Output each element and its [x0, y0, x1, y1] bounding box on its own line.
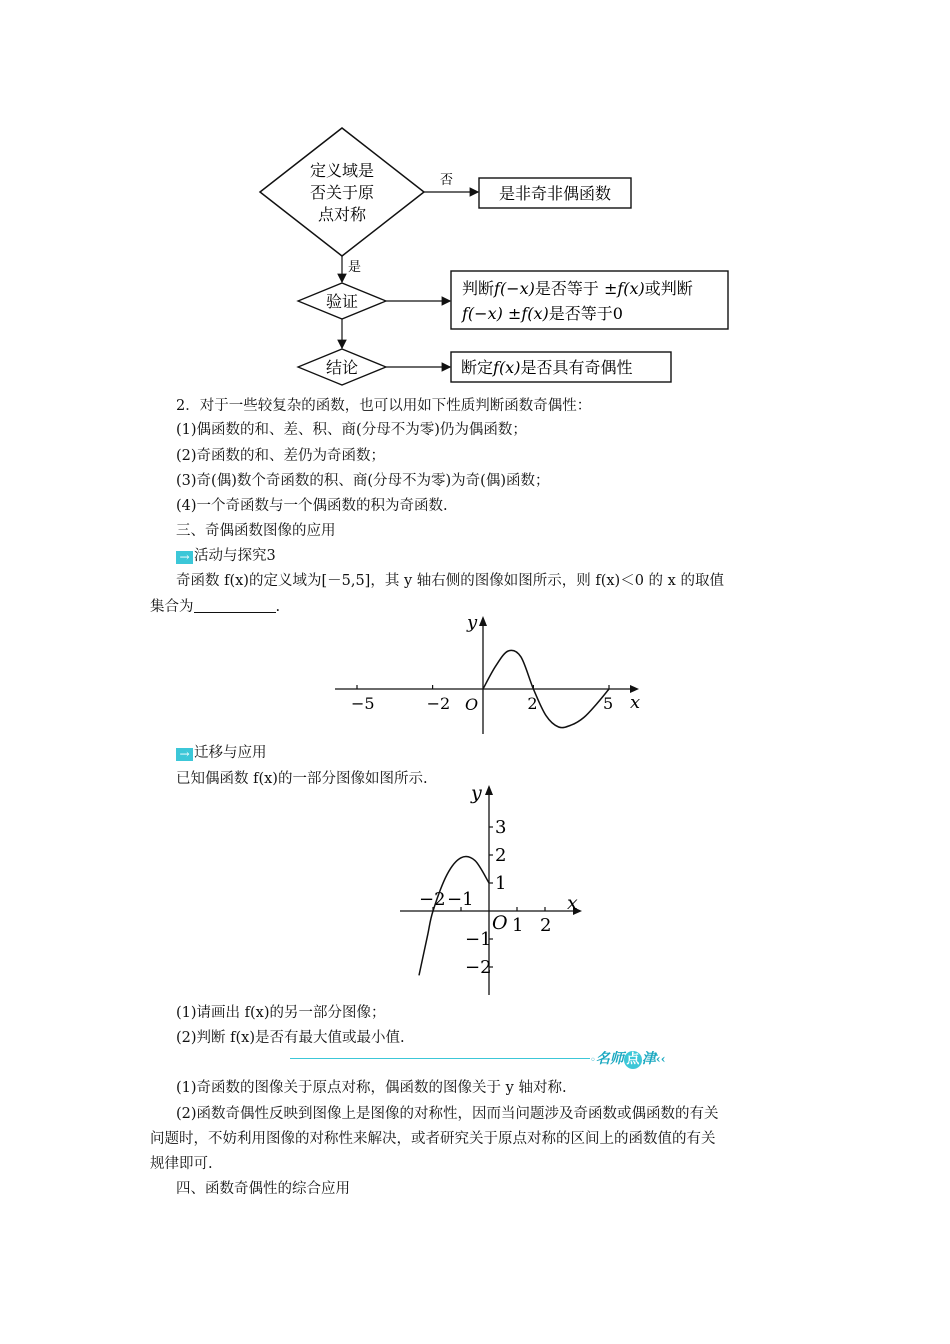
tips-p2-line-2: 问题时，不妨利用图像的对称性来解决，或者研究关于原点对称的区间上的函数值的有关 — [150, 1131, 716, 1147]
conclude-label: 结论 — [325, 358, 359, 377]
tips-p2-line-1: (2)函数奇偶性反映到图像上是图像的对称性，因而当问题涉及奇函数或偶函数的有关 — [176, 1106, 719, 1122]
conclude-text: 断定f(x)是否具有奇偶性 — [461, 358, 633, 377]
section2-item-3: (3)奇(偶)数个奇函数的积、商(分母不为零)为奇(偶)函数； — [176, 473, 550, 489]
x-tick-label: −2 — [419, 889, 446, 910]
chart-odd-function — [330, 612, 660, 737]
y-tick-label: 2 — [495, 845, 507, 866]
decision-line-1: 定义域是 — [309, 161, 375, 180]
x-tick-label: 2 — [527, 694, 538, 713]
section2-item-2: (2)奇函数的和、差仍为奇函数； — [176, 448, 386, 464]
tips-badge-dot: 点 — [624, 1051, 642, 1069]
origin-label: O — [492, 912, 508, 934]
y-tick-label: 3 — [495, 817, 507, 838]
section2-item-4: (4)一个奇函数与一个偶函数的积为奇函数. — [176, 498, 448, 514]
tips-badge: ◦名师 点 津‹‹ — [590, 1051, 666, 1067]
tips-p2-line-3: 规律即可. — [150, 1156, 213, 1172]
transfer-label — [176, 743, 267, 763]
x-axis-label: x — [567, 892, 578, 914]
verify-text-line-1: 判断f(−x)是否等于 ±f(x)或判断 — [462, 279, 693, 298]
verify-text-line-2: f(−x) ±f(x)是否等于0 — [462, 304, 623, 323]
chart-even-function — [395, 783, 595, 998]
activity-label — [176, 546, 276, 566]
x-tick-label: 1 — [512, 915, 524, 936]
x-tick-label: −5 — [351, 694, 375, 713]
activity-label-text: 活动与探究3 — [194, 548, 276, 564]
x-tick-label: 2 — [540, 915, 552, 936]
section3-title: 三、奇偶函数图像的应用 — [176, 523, 336, 539]
y-tick-label: 1 — [495, 873, 507, 894]
y-axis-label: y — [467, 612, 478, 633]
x-tick-label: −1 — [447, 889, 474, 910]
problem-line-2: 集合为 . — [150, 599, 281, 615]
transfer-label-text: 迁移与应用 — [194, 745, 267, 761]
section4-title: 四、函数奇偶性的综合应用 — [176, 1181, 350, 1197]
no-label: 否 — [440, 173, 454, 188]
transfer-q1: (1)请画出 f(x)的另一部分图像； — [176, 1005, 386, 1021]
x-axis-label: x — [630, 692, 641, 713]
answer-blank — [194, 598, 276, 613]
arrow-right-icon: → — [176, 748, 193, 761]
y-axis-arrow — [485, 785, 493, 795]
y-axis-arrow — [479, 616, 487, 626]
yes-label: 是 — [348, 260, 362, 275]
y-axis-label: y — [471, 783, 482, 804]
tips-divider — [290, 1058, 590, 1059]
y-tick-label: −1 — [465, 929, 492, 950]
double-chevron-left-icon: ‹‹ — [655, 1052, 666, 1066]
decision-line-3: 点对称 — [317, 205, 367, 224]
section2-title: 2．对于一些较复杂的函数，也可以用如下性质判断函数奇偶性： — [176, 398, 592, 414]
problem-line-1: 奇函数 f(x)的定义域为[－5,5]，其 y 轴右侧的图像如图所示，则 f(x)＜0 的 x 的取值 — [176, 573, 724, 589]
y-tick-label: −2 — [465, 957, 492, 978]
transfer-q2: (2)判断 f(x)是否有最大值或最小值. — [176, 1030, 405, 1046]
section2-item-1: (1)偶函数的和、差、积、商(分母不为零)仍为偶函数； — [176, 422, 527, 438]
transfer-problem: 已知偶函数 f(x)的一部分图像如图所示. — [176, 771, 428, 787]
no-result-text: 是非奇非偶函数 — [498, 184, 612, 203]
decision-line-2: 否关于原 — [309, 183, 375, 202]
arrow-right-icon: → — [176, 551, 193, 564]
x-tick-label: 5 — [603, 694, 614, 713]
verify-label: 验证 — [325, 292, 359, 311]
tips-p1: (1)奇函数的图像关于原点对称，偶函数的图像关于 y 轴对称. — [176, 1080, 567, 1096]
origin-label: O — [465, 695, 479, 714]
flowchart — [250, 120, 740, 390]
x-tick-label: −2 — [426, 694, 451, 713]
